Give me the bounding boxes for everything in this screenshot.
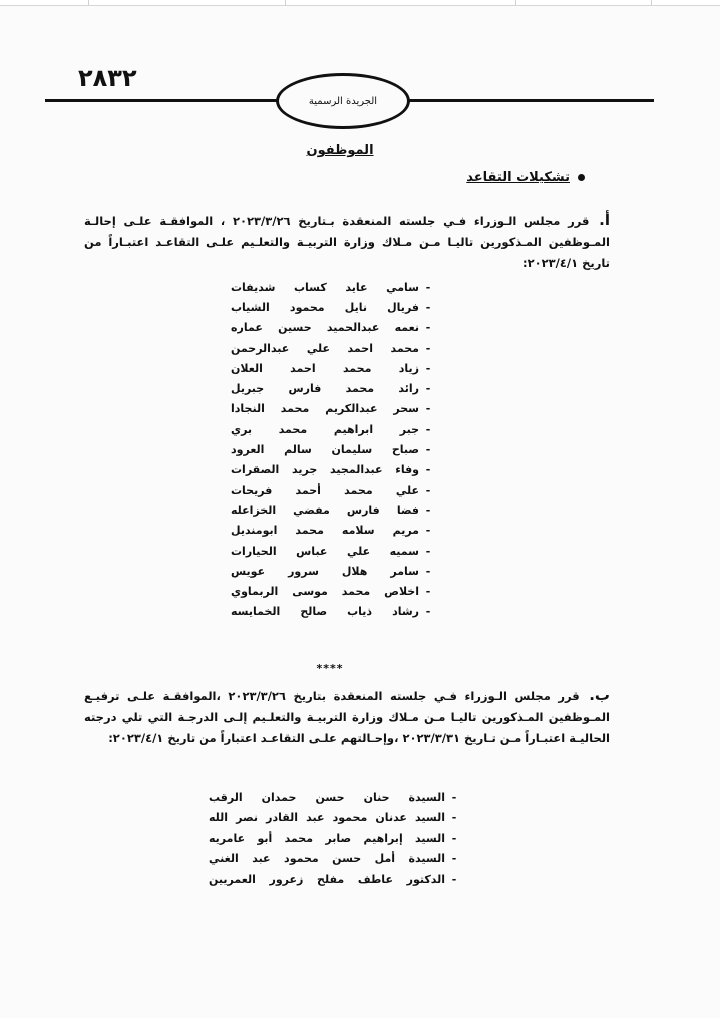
list-item: - سميه علي عباس الحيارات: [231, 544, 431, 558]
list-item: - صباح سليمان سالم العرود: [231, 443, 431, 457]
page-number: ٢٨٣٢: [78, 64, 137, 92]
paragraph-a-marker: أ.: [599, 211, 610, 229]
list-item: - رائد محمد فارس جبريل: [231, 382, 431, 396]
header-rule-left: [45, 99, 280, 102]
paragraph-a-text: قرر مجلس الـوزراء فـي جلسته المنعقدة بـتاريخ ٢٠٢٣/٣/٢٦ ، الموافقـة علـى إحالـة المـوظفين المـذكورين تاليـا مـن مـلاك وزارة التربيـة والتعلـيم علـى التقاعـد اعتبـاراً من تاريخ ٢٠٢٣/٤/١:: [84, 214, 610, 270]
list-item: - الدكتور عاطف مفلح زعرور العمريين: [209, 872, 457, 886]
list-item: - وفاء عبدالمجيد جريد الصقرات: [231, 463, 431, 477]
retirees-list-a: [231, 277, 437, 622]
list-item: - فريال نايل محمود الشياب: [231, 300, 431, 314]
paragraph-b-marker: ب.: [589, 686, 611, 704]
paragraph-a: [84, 210, 610, 274]
paragraph-b: [84, 685, 610, 749]
list-item: - سامر هلال سرور عويس: [231, 564, 431, 578]
list-item: - مريم سلامه محمد ابومنديل: [231, 524, 431, 538]
list-item: - سحر عبدالكريم محمد النجادا: [231, 402, 431, 416]
gazette-title: الجريدة الرسمية: [308, 95, 378, 107]
list-item: - السيد إبراهيم صابر محمد أبو عامريه: [209, 831, 457, 845]
section-title: الموظفون: [306, 143, 374, 158]
gazette-title-oval: [276, 73, 410, 129]
list-item: - علي محمد أحمد فريحات: [231, 483, 431, 497]
list-item: - جبر ابراهيم محمد بري: [231, 422, 431, 436]
list-item: - زياد محمد احمد العلان: [231, 361, 431, 375]
bullet-icon: [578, 174, 585, 181]
list-item: - فضا فارس مفضي الخزاعله: [231, 503, 431, 517]
list-item: - السيد عدنان محمود عبد القادر نصر الله: [209, 811, 457, 825]
header-rule-right: [408, 99, 654, 102]
list-item: - السيدة حنان حسن حمدان الرقب: [209, 790, 457, 804]
list-item: - محمد احمد علي عبدالرحمن: [231, 341, 431, 355]
separator: ****: [316, 662, 344, 675]
list-item: - سامي عايد كساب شديفات: [231, 280, 431, 294]
list-item: - رشاد ذياب صالح الخمايسه: [231, 605, 431, 619]
viewer-top-bar: [0, 0, 720, 6]
list-item: - اخلاص محمد موسى الربماوي: [231, 585, 431, 599]
section-heading-text: تشكيلات التقاعد: [466, 170, 570, 185]
paragraph-b-text: قرر مجلس الـوزراء فـي جلسته المنعقدة بتاريخ ٢٠٢٣/٣/٢٦ ،الموافقـة علـى ترفيـع المـوظفين المـذكورين تاليـا مـن مـلاك وزارة التربيـة والتعلـيم إلـى الدرجـة التي تلي درجته الحاليـة اعتبـاراً مـن تـاريخ ٢٠٢٣/٣/٣١ ،وإحـالتهم علـى التقاعـد اعتباراً من تاريخ ٢٠٢٣/٤/١:: [84, 689, 610, 745]
retirees-list-b: [209, 787, 463, 890]
list-item: - السيدة أمل حسن محمود عبد الغني: [209, 852, 457, 866]
list-item: - نعمه عبدالحميد حسين عماره: [231, 321, 431, 335]
section-heading: [466, 170, 585, 185]
